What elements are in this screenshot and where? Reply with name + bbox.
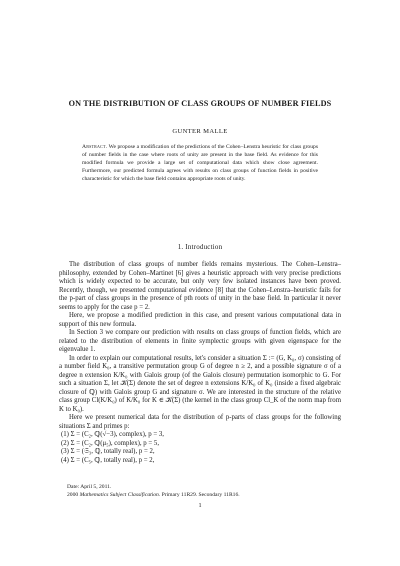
section-heading: 1. Introduction xyxy=(177,243,223,251)
abstract-label: Abstract. xyxy=(82,144,108,150)
footnote-msc xyxy=(59,492,341,500)
msc-codes: Primary 11R29. Secondary 11R16. xyxy=(160,491,240,498)
paragraph: Here, we propose a modified prediction in this case, and present various computational data in support of this new formula. xyxy=(59,312,341,328)
list-item: (3) Σ = (𝔖₃, ℚ, totally real), p = 2, xyxy=(61,448,155,455)
abstract-text: We propose a modification of the predictions of the Cohen–Lenstra heuristic for class groups of number fields in the case where roots of unity are present in the base field. As evidence for this modified formula we provide a large set of computational data which show close agreement. Furthermore, our predicted formula agrees with results on class groups of function fields in positive characteristic for which the base field contains appropriate roots of unity. xyxy=(82,144,318,183)
author-name: GUNTER MALLE xyxy=(172,128,228,135)
msc-label: Mathematics Subject Classification. xyxy=(79,491,161,498)
paragraph: Here we present numerical data for the distribution of p-parts of class groups for the following situations Σ and primes p: xyxy=(59,414,341,430)
situation-list xyxy=(59,431,341,465)
body-text xyxy=(59,261,341,465)
paper-title: ON THE DISTRIBUTION OF CLASS GROUPS OF NUMBER FIELDS xyxy=(68,99,332,108)
paragraph: In order to explain our computational results, let's consider a situation Σ := (G, K₀, σ) consisting of a number field K₀, a transitive permutation group G of degree n ≥ 2, and a possible signature σ of a degree n extension K/K₀ with Galois group (of the Galois closure) permutation isomorphic to G. For such a situation Σ, let 𝒦(Σ) denote the set of degree n extensions K/K₀ of K₀ (inside a fixed algebraic closure of ℚ) with Galois group G and signature σ. We are interested in the structure of the relative class group Cl(K/K₀) of K/K₀ for K ∈ 𝒦(Σ) (the kernel in the class group Cl_K of the norm map from K to K₀). xyxy=(59,354,341,413)
abstract xyxy=(82,143,318,183)
list-item: (1) Σ = (C₂, ℚ(√−3), complex), p = 3, xyxy=(61,431,164,438)
paragraph: In Section 3 we compare our prediction with results on class groups of function fields, which are related to the distribution of elements in finite symplectic groups with given eigenspace for the eigenvalue 1. xyxy=(59,329,341,353)
list-item: (4) Σ = (C₅, ℚ, totally real), p = 2, xyxy=(61,456,155,464)
page-number: 1 xyxy=(198,502,202,509)
list-item: (2) Σ = (C₂, ℚ(μ₅), complex), p = 5, xyxy=(61,439,160,447)
footnote-date: Date: April 5, 2011. xyxy=(67,484,112,490)
paragraph: The distribution of class groups of number fields remains mysterious. The Cohen–Lenstra–philosophy, extended by Cohen–Martinet [6] gives a heuristic approach with very precise predictions which is widely expected to be accurate, but only very few isolated instances have been proved. Recently, though, we presented computational evidence [8] that the Cohen–Lenstra–heuristic fails for the p-part of class groups in the presence of pth roots of unity in the base field. In particular it never seems to apply for the case p = 2. xyxy=(59,261,341,311)
footnotes xyxy=(59,484,341,499)
msc-prefix: 2000 xyxy=(67,491,80,498)
